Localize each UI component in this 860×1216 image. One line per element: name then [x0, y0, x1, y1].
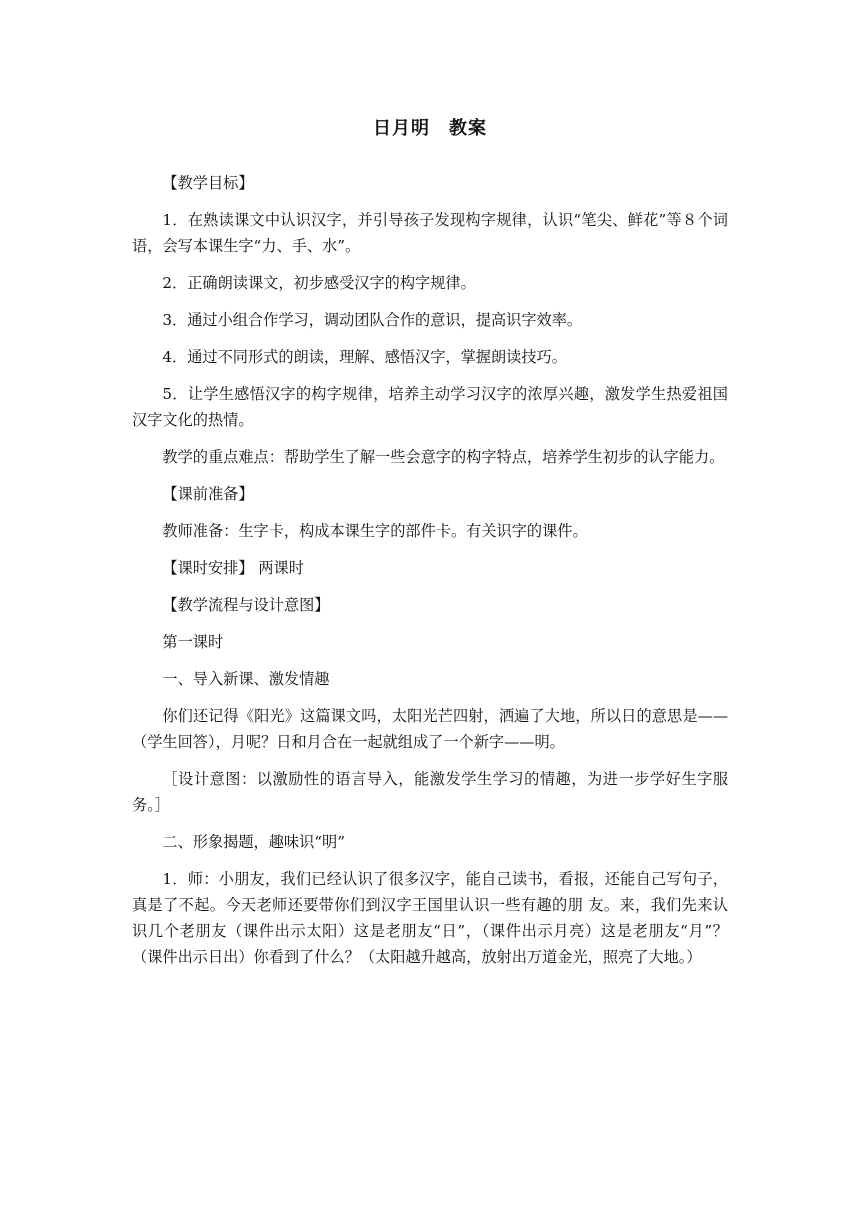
preparation-paragraph: 教师准备：生字卡，构成本课生字的部件卡。有关识字的课件。	[162, 522, 588, 540]
objective-item: 3．通过小组合作学习，调动团队合作的意识，提高识字效率。	[162, 311, 583, 329]
lesson-heading: 第一课时	[162, 633, 224, 651]
objective-item: 4．通过不同形式的朗读，理解、感悟汉字，掌握朗读技巧。	[162, 348, 567, 366]
key-difficulty-paragraph: 教学的重点难点：帮助学生了解一些会意字的构字特点，培养学生初步的认字能力。	[162, 448, 725, 466]
body-paragraph: 1．师：小朋友，我们已经认识了很多汉字，能自己读书，看报，还能自己写句子，真是了不起。今天老师还要带你们到汉字王国里认识一些有趣的朋 友。来，我们先来认识几个老朋友（课件出示太阳）这是老朋友“日”，（课件出示月亮）这是老朋友“月”？（课件出示日出）你看到了什么？（太阳越升越高，放射出万道金光，照亮了大地。）	[132, 870, 728, 966]
document-body	[132, 170, 728, 981]
design-intent-paragraph: ［设计意图：以激励性的语言导入，能激发学生学习的情趣，为进一步学好生字服务。］	[132, 770, 728, 814]
section-heading-schedule: 【课时安排】 两课时	[162, 559, 304, 577]
step-heading: 二、形象揭题，趣味识“明”	[162, 833, 345, 851]
section-heading-process: 【教学流程与设计意图】	[162, 596, 330, 614]
body-paragraph: 你们还记得《阳光》这篇课文吗，太阳光芒四射，洒遍了大地，所以日的意思是——（学生回答），月呢？日和月合在一起就组成了一个新字——明。	[132, 707, 728, 751]
section-heading-preparation: 【课前准备】	[162, 485, 254, 503]
section-heading-objectives: 【教学目标】	[162, 174, 254, 192]
objective-item: 5．让学生感悟汉字的构字规律，培养主动学习汉字的浓厚兴趣，激发学生热爱祖国汉字文化的热情。	[132, 385, 728, 429]
objective-item: 2．正确朗读课文，初步感受汉字的构字规律。	[162, 274, 476, 292]
step-heading: 一、导入新课、激发情趣	[162, 670, 330, 688]
objective-item: 1．在熟读课文中认识汉字，并引导孩子发现构字规律，认识“笔尖、鲜花”等８个词语，会写本课生字“力、手、水”。	[132, 211, 728, 255]
document-title: 日月明 教案	[373, 118, 487, 139]
